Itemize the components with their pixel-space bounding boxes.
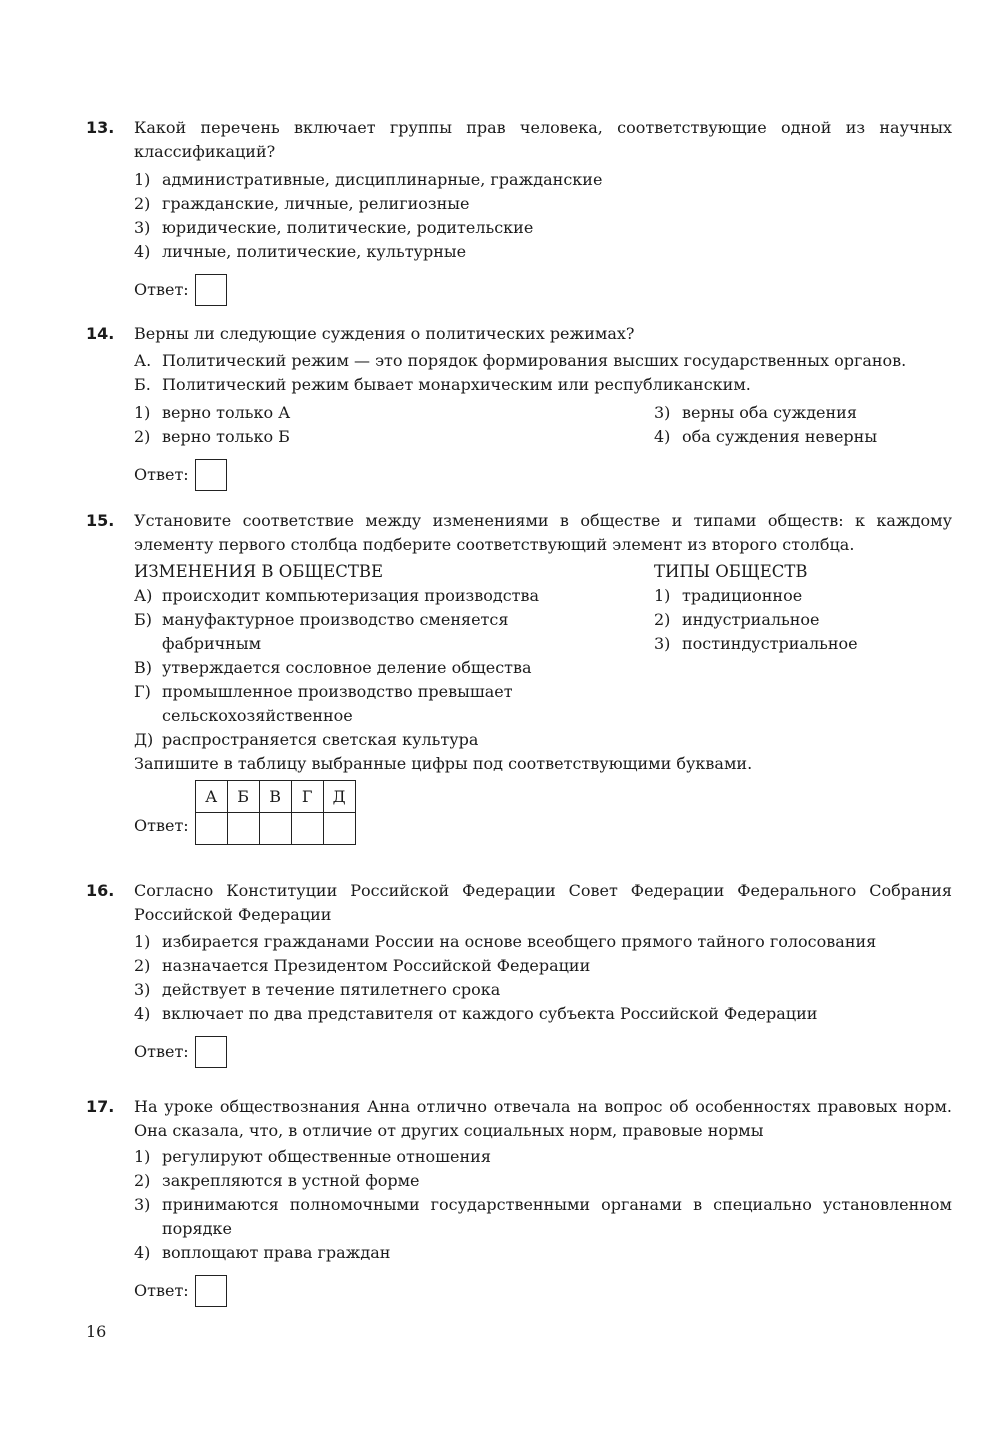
question-15 xyxy=(86,509,952,845)
option-1: 1) регулируют общественные отношения xyxy=(134,1147,491,1166)
answer-table xyxy=(195,780,356,845)
question-number: 17. xyxy=(86,1097,115,1116)
answer-label: Ответ: xyxy=(134,465,189,484)
answer-cell[interactable] xyxy=(259,813,291,845)
answer-label: Ответ: xyxy=(134,280,189,299)
answer-label: Ответ: xyxy=(134,1281,189,1300)
option-4: 4) включает по два представителя от каждого субъекта Российской Федерации xyxy=(134,1004,818,1023)
left-item-a: А) происходит компьютеризация производства xyxy=(134,586,540,605)
right-item-1: 1) традиционное xyxy=(654,586,803,605)
answer-label: Ответ: xyxy=(134,1042,189,1061)
option-1: 1) верно только А xyxy=(134,403,291,422)
left-column-header: ИЗМЕНЕНИЯ В ОБЩЕСТВЕ xyxy=(134,562,384,581)
question-17 xyxy=(86,1095,952,1309)
question-number: 16. xyxy=(86,881,115,900)
left-item-b: Б) мануфактурное производство сменяется фабричным xyxy=(134,610,509,653)
left-column xyxy=(134,560,654,752)
question-number: 14. xyxy=(86,324,115,343)
answer-cell[interactable] xyxy=(195,813,227,845)
left-item-g: Г) промышленное производство превышает сельскохозяйственное xyxy=(134,682,513,725)
options-list xyxy=(134,930,952,1026)
answer-label: Ответ: xyxy=(134,815,189,835)
question-text: На уроке обществознания Анна отлично отвечала на вопрос об особенностях правовых норм. Она сказала, что, в отличие от других социальных норм, правовые нормы xyxy=(134,1097,952,1140)
question-text: Верны ли следующие суждения о политических режимах? xyxy=(134,324,635,343)
options-list xyxy=(134,168,952,264)
answer-box[interactable] xyxy=(195,1275,227,1307)
option-2: 2) закрепляются в устной форме xyxy=(134,1171,420,1190)
answer-cell[interactable] xyxy=(291,813,323,845)
answer-row xyxy=(134,457,952,493)
right-item-2: 2) индустриальное xyxy=(654,610,820,629)
options-list xyxy=(134,1145,952,1265)
matching-columns xyxy=(134,560,952,752)
options-list xyxy=(134,401,952,449)
answer-cell[interactable] xyxy=(227,813,259,845)
table-header-cell: В xyxy=(259,781,291,813)
table-header-cell: Д xyxy=(323,781,355,813)
answer-box[interactable] xyxy=(195,459,227,491)
option-4: 4) личные, политические, культурные xyxy=(134,242,467,261)
option-3: 3) действует в течение пятилетнего срока xyxy=(134,980,501,999)
question-number: 13. xyxy=(86,118,115,137)
question-13 xyxy=(86,116,952,308)
option-2: 2) гражданские, личные, религиозные xyxy=(134,194,470,213)
answer-row xyxy=(134,272,952,308)
answer-row xyxy=(134,1034,952,1070)
option-1: 1) избирается гражданами России на основе всеобщего прямого тайного голосования xyxy=(134,932,877,951)
question-14 xyxy=(86,322,952,493)
answer-box[interactable] xyxy=(195,1036,227,1068)
option-2: 2) верно только Б xyxy=(134,427,290,446)
question-text: Согласно Конституции Российской Федерации Совет Федерации Федерального Собрания Российской Федерации xyxy=(134,881,952,924)
option-4: 4) воплощают права граждан xyxy=(134,1243,391,1262)
right-item-3: 3) постиндустриальное xyxy=(654,634,858,653)
option-4: 4) оба суждения неверны xyxy=(654,427,878,446)
option-3: 3) юридические, политические, родительские xyxy=(134,218,534,237)
instruction-text: Запишите в таблицу выбранные цифры под соответствующими буквами. xyxy=(134,754,753,773)
question-number: 15. xyxy=(86,511,115,530)
question-text: Установите соответствие между изменениями в обществе и типами обществ: к каждому элементу первого столбца подберите соответствующий элемент из второго столбца. xyxy=(134,511,952,554)
left-item-d: Д) распространяется светская культура xyxy=(134,730,479,749)
answer-box[interactable] xyxy=(195,274,227,306)
statement-b: Б. Политический режим бывает монархическим или республиканским. xyxy=(134,375,751,394)
table-header-cell: А xyxy=(195,781,227,813)
option-1: 1) административные, дисциплинарные, гражданские xyxy=(134,170,603,189)
question-16 xyxy=(86,879,952,1070)
table-header-cell: Б xyxy=(227,781,259,813)
right-column xyxy=(654,560,952,752)
statements-list xyxy=(134,349,952,397)
right-column-header: ТИПЫ ОБЩЕСТВ xyxy=(654,562,808,581)
page-number: 16 xyxy=(86,1322,107,1341)
table-header-cell: Г xyxy=(291,781,323,813)
left-item-v: В) утверждается сословное деление общества xyxy=(134,658,532,677)
option-3: 3) принимаются полномочными государственными органами в специально установленном порядке xyxy=(134,1195,952,1238)
statement-a: А. Политический режим — это порядок формирования высших государственных органов. xyxy=(134,351,907,370)
answer-row xyxy=(134,780,952,845)
option-2: 2) назначается Президентом Российской Федерации xyxy=(134,956,591,975)
question-text: Какой перечень включает группы прав человека, соответствующие одной из научных классификаций? xyxy=(134,118,952,161)
answer-row xyxy=(134,1273,952,1309)
answer-cell[interactable] xyxy=(323,813,355,845)
option-3: 3) верны оба суждения xyxy=(654,403,857,422)
